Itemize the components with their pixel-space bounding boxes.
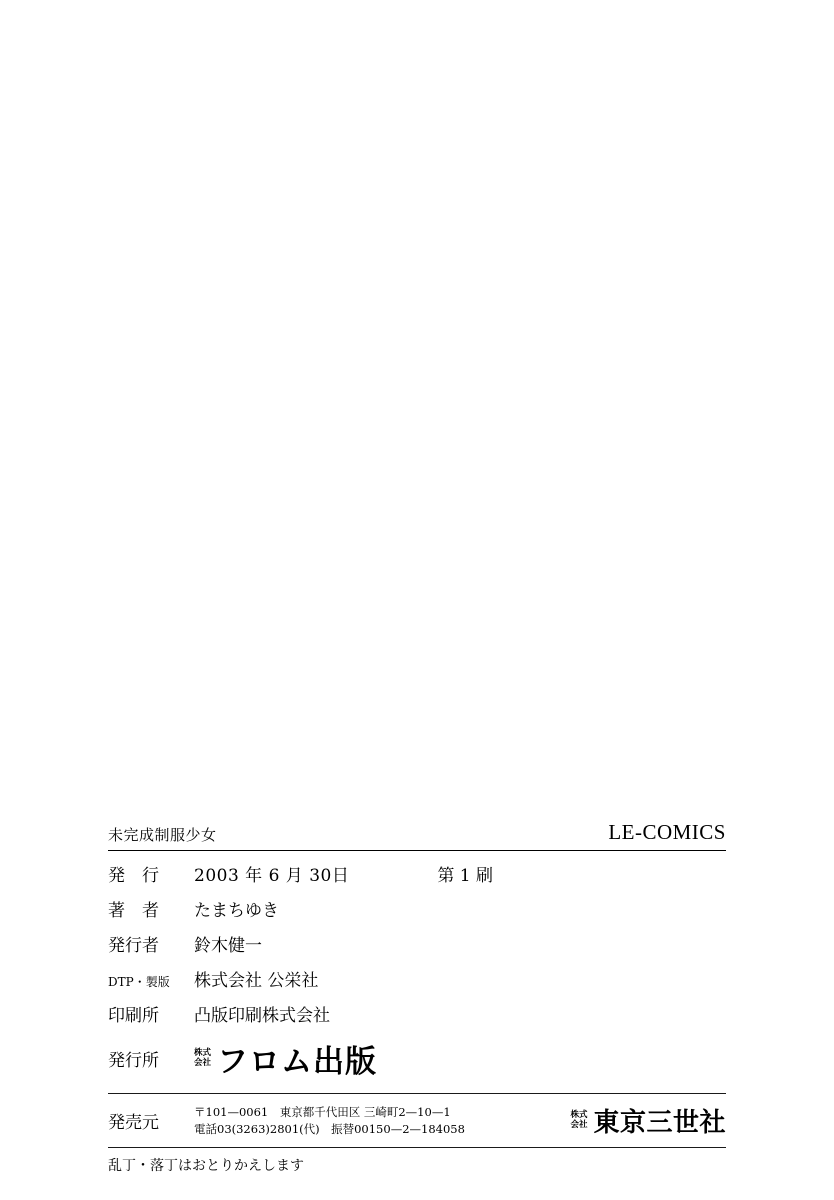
distributor-address bbox=[194, 1104, 465, 1138]
colophon-block bbox=[108, 820, 726, 1175]
credit-label: DTP・製版 bbox=[108, 975, 170, 989]
distributor-address-line1: 〒101—0061 東京都千代田区 三崎町2—10—1 bbox=[194, 1104, 451, 1119]
distributor-name: 東京三世社 bbox=[593, 1108, 726, 1138]
credits-list bbox=[108, 861, 726, 1081]
kabushiki-gaisha-mark bbox=[570, 1111, 587, 1130]
credit-value: 鈴木健一 bbox=[194, 936, 262, 956]
distributor-row bbox=[108, 1094, 726, 1147]
kk-mark-bottom: 会社 bbox=[570, 1119, 588, 1130]
kk-mark-top: 株式 bbox=[194, 1048, 212, 1058]
kabushiki-gaisha-mark bbox=[194, 1049, 211, 1068]
credit-label: 印刷所 bbox=[108, 1006, 159, 1026]
distributor-right bbox=[570, 1102, 726, 1139]
distributor-left bbox=[108, 1104, 465, 1138]
publisher-label: 発行所 bbox=[108, 1051, 159, 1071]
credit-value: 株式会社 公栄社 bbox=[194, 971, 319, 991]
credit-row-dtp bbox=[108, 966, 726, 991]
credit-row-publication-date bbox=[108, 861, 726, 886]
distributor-address-line2: 電話03(3263)2801(代) 振替00150—2—184058 bbox=[194, 1121, 465, 1136]
title-row bbox=[108, 820, 726, 850]
credit-row-issuer bbox=[108, 931, 726, 956]
imprint-label: LE-COMICS bbox=[608, 820, 726, 844]
distributor-label: 発売元 bbox=[108, 1113, 159, 1133]
publisher-row bbox=[108, 1036, 726, 1081]
credit-label: 発 行 bbox=[108, 866, 159, 886]
divider-top bbox=[108, 850, 726, 851]
credit-label: 著 者 bbox=[108, 901, 159, 921]
credit-extra-printing: 第 1 刷 bbox=[437, 866, 493, 886]
credit-value: 2003 年 6 月 30日 bbox=[194, 866, 350, 886]
book-title: 未完成制服少女 bbox=[108, 826, 217, 844]
footer-note: 乱丁・落丁はおとりかえします bbox=[108, 1158, 304, 1174]
publisher-name: フロム出版 bbox=[217, 1044, 378, 1080]
kk-mark-top: 株式 bbox=[570, 1110, 588, 1120]
credit-label: 発行者 bbox=[108, 936, 159, 956]
credit-row-printer bbox=[108, 1001, 726, 1026]
credit-row-author bbox=[108, 896, 726, 921]
credit-value: たまちゆき bbox=[194, 901, 279, 921]
kk-mark-bottom: 会社 bbox=[194, 1057, 212, 1068]
credit-value: 凸版印刷株式会社 bbox=[194, 1006, 330, 1026]
